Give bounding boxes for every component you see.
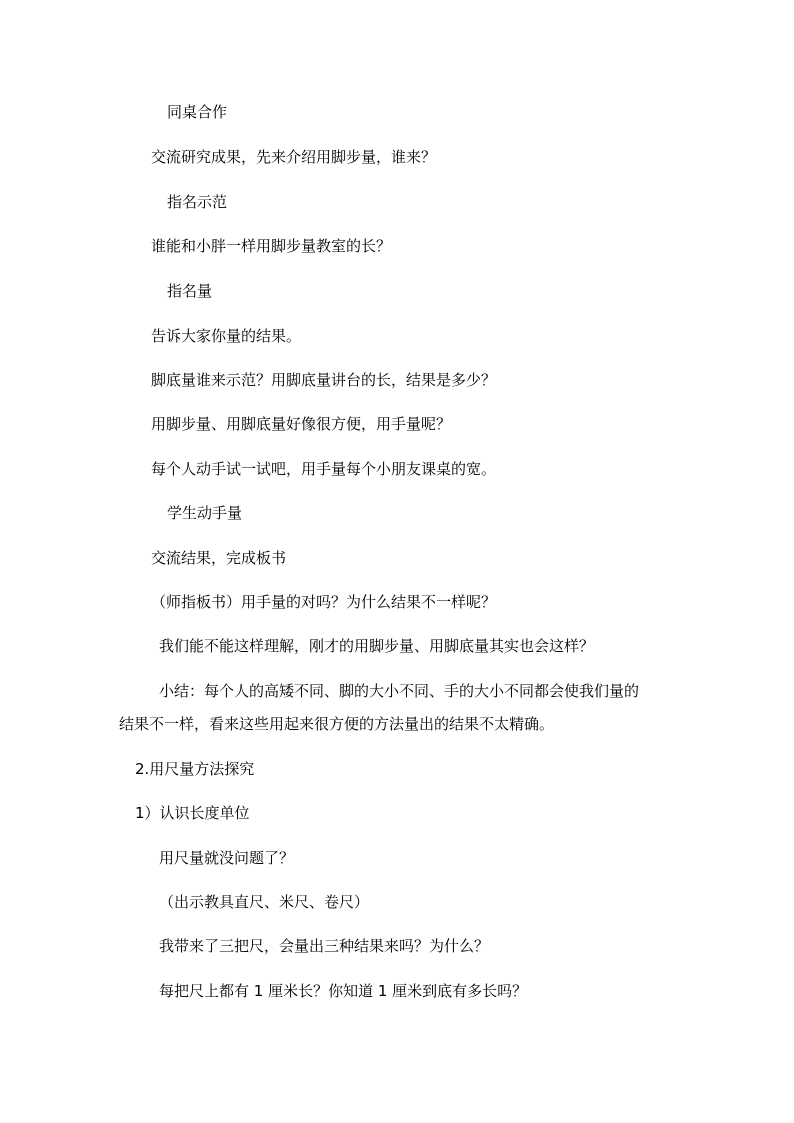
paragraph-2: 交流研究成果，先来介绍用脚步量，谁来？ <box>151 148 437 166</box>
paragraph-19: （出示教具直尺、米尺、卷尺） <box>159 893 370 911</box>
paragraph-14: 小结：每个人的高矮不同、脚的大小不同、手的大小不同都会使我们量的 <box>159 682 640 700</box>
paragraph-20: 我带来了三把尺，会量出三种结果来吗？为什么？ <box>159 937 490 955</box>
paragraph-5: 指名量 <box>167 282 213 300</box>
paragraph-3: 指名示范 <box>167 193 228 211</box>
paragraph-8: 用脚步量、用脚底量好像很方便，用手量呢？ <box>151 415 452 433</box>
paragraph-1: 同桌合作 <box>167 103 228 121</box>
paragraph-11: 交流结果，完成板书 <box>151 549 287 567</box>
paragraph-4: 谁能和小胖一样用脚步量教室的长？ <box>151 237 392 255</box>
paragraph-10: 学生动手量 <box>167 504 243 522</box>
paragraph-15: 结果不一样，看来这些用起来很方便的方法量出的结果不太精确。 <box>119 715 555 733</box>
paragraph-6: 告诉大家你量的结果。 <box>151 327 302 345</box>
paragraph-21: 每把尺上都有 1 厘米长？你知道 1 厘米到底有多长吗？ <box>159 982 528 1000</box>
paragraph-7: 脚底量谁来示范？用脚底量讲台的长，结果是多少？ <box>151 371 497 389</box>
section-heading: 2.用尺量方法探究 <box>135 760 255 778</box>
subsection-heading: 1）认识长度单位 <box>135 804 250 822</box>
paragraph-18: 用尺量就没问题了？ <box>159 849 295 867</box>
paragraph-12: （师指板书）用手量的对吗？为什么结果不一样呢？ <box>151 593 497 611</box>
paragraph-9: 每个人动手试一试吧，用手量每个小朋友课桌的宽。 <box>151 460 497 478</box>
paragraph-13: 我们能不能这样理解，刚才的用脚步量、用脚底量其实也会这样？ <box>159 637 595 655</box>
